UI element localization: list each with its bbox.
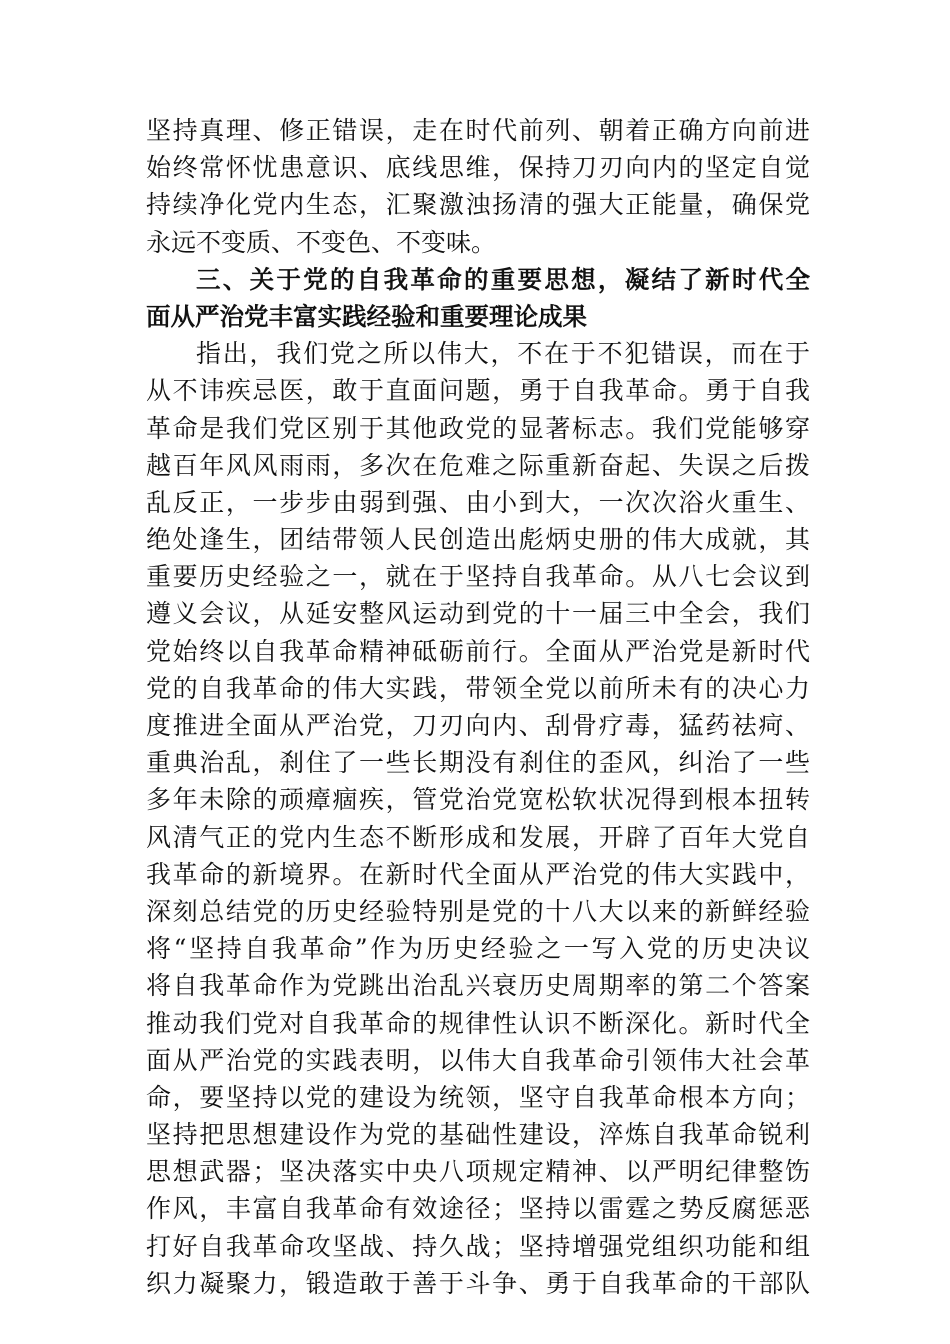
text-line: 绝处逢生，团结带领人民创造出彪炳史册的伟大成就，其 <box>146 525 810 555</box>
text-line: 从不讳疾忌医，敢于直面问题，勇于自我革命。勇于自我 <box>146 376 810 406</box>
text-line: 党的自我革命的伟大实践，带领全党以前所未有的决心力 <box>146 673 810 703</box>
text-line: 革命是我们党区别于其他政党的显著标志。我们党能够穿 <box>146 413 810 443</box>
text-line: 越百年风风雨雨，多次在危难之际重新奋起、失误之后拨 <box>146 450 810 480</box>
text-line: 我革命的新境界。在新时代全面从严治党的伟大实践中， <box>146 859 810 889</box>
text-line: 思想武器；坚决落实中央八项规定精神、以严明纪律整饬 <box>146 1157 810 1187</box>
text-line: 遵义会议，从延安整风运动到党的十一届三中全会，我们 <box>146 599 810 629</box>
document-page <box>146 112 810 1302</box>
text-line: 将“坚持自我革命”作为历史经验之一写入党的历史决议 <box>146 934 810 964</box>
text-line: 面从严治党的实践表明，以伟大自我革命引领伟大社会革 <box>146 1045 810 1075</box>
text-line: 将自我革命作为党跳出治乱兴衰历史周期率的第二个答案 <box>146 971 810 1001</box>
text-line: 持续净化党内生态，汇聚激浊扬清的强大正能量，确保党 <box>146 190 810 220</box>
text-line: 坚持真理、修正错误，走在时代前列、朝着正确方向前进 <box>146 116 810 145</box>
text-line: 重要历史经验之一，就在于坚持自我革命。从八七会议到 <box>146 562 810 592</box>
text-line: 党始终以自我革命精神砥砺前行。全面从严治党是新时代 <box>146 636 810 666</box>
text-line: 织力凝聚力，锻造敢于善于斗争、勇于自我革命的干部队 <box>146 1268 810 1298</box>
heading-line: 面从严治党丰富实践经验和重要理论成果 <box>146 301 587 331</box>
text-line: 打好自我革命攻坚战、持久战；坚持增强党组织功能和组 <box>146 1231 810 1261</box>
text-line: 指出，我们党之所以伟大，不在于不犯错误，而在于 <box>196 339 810 369</box>
section-heading <box>146 261 810 335</box>
text-line: 乱反正，一步步由弱到强、由小到大，一次次浴火重生、 <box>146 487 810 517</box>
text-line: 永远不变质、不变色、不变味。 <box>146 227 497 257</box>
text-line: 始终常怀忧患意识、底线思维，保持刀刃向内的坚定自觉 <box>146 153 810 183</box>
text-line: 深刻总结党的历史经验特别是党的十八大以来的新鲜经验 <box>146 896 810 926</box>
text-line: 重典治乱，刹住了一些长期没有刹住的歪风，纠治了一些 <box>146 748 810 778</box>
text-line: 风清气正的党内生态不断形成和发展，开辟了百年大党自 <box>146 822 810 852</box>
text-line: 作风，丰富自我革命有效途径；坚持以雷霆之势反腐惩恶 <box>146 1194 810 1224</box>
text-line: 命，要坚持以党的建设为统领，坚守自我革命根本方向； <box>146 1082 810 1112</box>
text-line: 坚持把思想建设作为党的基础性建设，淬炼自我革命锐利 <box>146 1120 810 1150</box>
text-line: 推动我们党对自我革命的规律性认识不断深化。新时代全 <box>146 1008 810 1038</box>
body-paragraph <box>146 335 810 1302</box>
intro-paragraph <box>146 112 810 261</box>
text-line: 度推进全面从严治党，刀刃向内、刮骨疗毒，猛药祛疴、 <box>146 711 810 740</box>
heading-line: 三、关于党的自我革命的重要思想，凝结了新时代全 <box>196 264 810 294</box>
text-line: 多年未除的顽瘴痼疾，管党治党宽松软状况得到根本扭转 <box>146 785 810 815</box>
